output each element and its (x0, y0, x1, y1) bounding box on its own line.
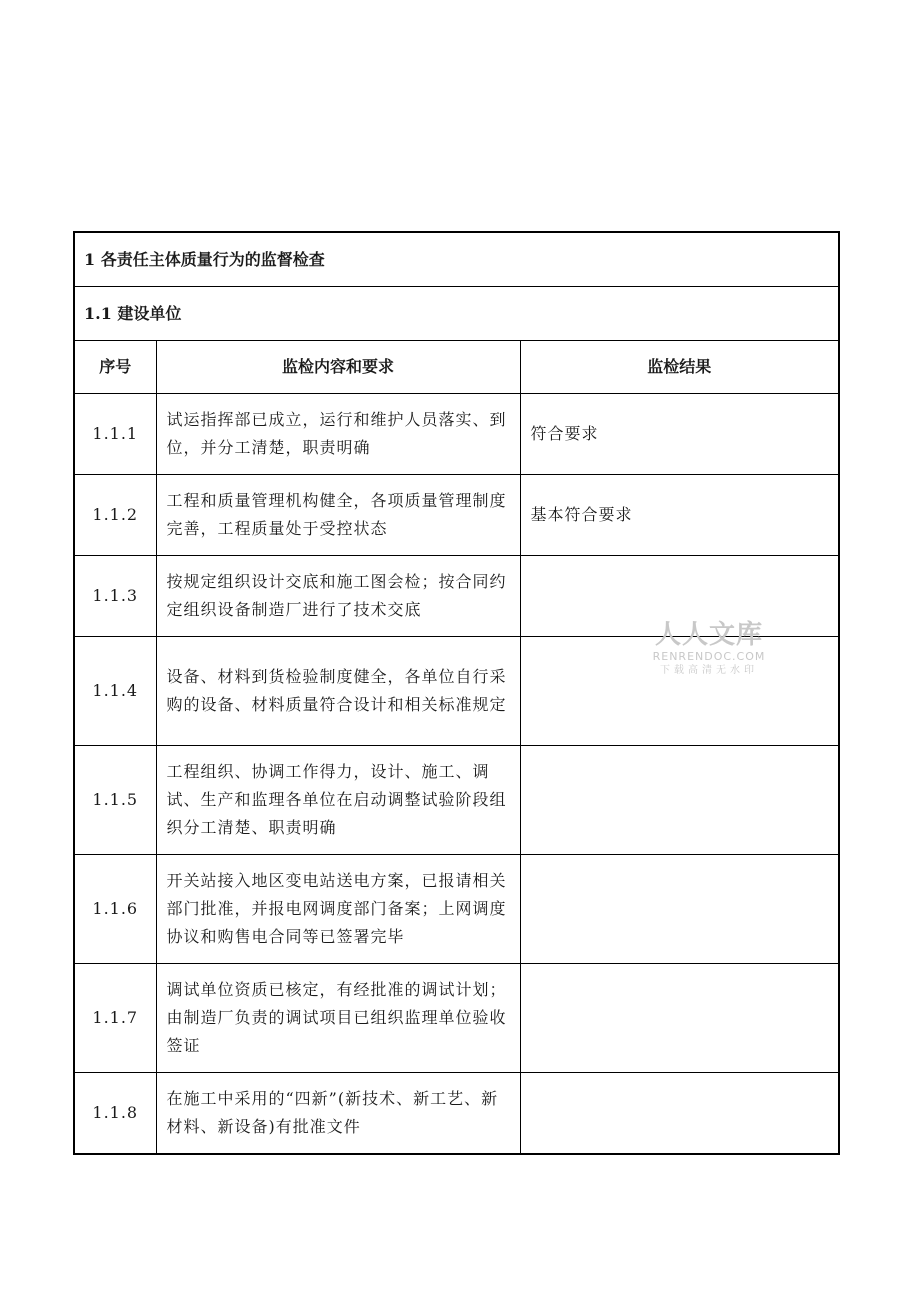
supervision-table (73, 231, 840, 1155)
row-result: 基本符合要求 (520, 475, 839, 556)
row-number: 1.1.5 (74, 746, 156, 855)
table-row (74, 1073, 839, 1154)
row-number: 1.1.3 (74, 556, 156, 637)
row-requirement: 在施工中采用的“四新”(新技术、新工艺、新材料、新设备)有批准文件 (156, 1073, 520, 1154)
row-requirement: 开关站接入地区变电站送电方案，已报请相关部门批准，并报电网调度部门备案；上网调度协议和购售电合同等已签署完毕 (156, 855, 520, 964)
row-number: 1.1.8 (74, 1073, 156, 1154)
table-row (74, 475, 839, 556)
watermark (646, 620, 772, 678)
row-number: 1.1.6 (74, 855, 156, 964)
row-requirement: 调试单位资质已核定，有经批准的调试计划；由制造厂负责的调试项目已组织监理单位验收签证 (156, 964, 520, 1073)
row-result: 符合要求 (520, 394, 839, 475)
row-result (520, 746, 839, 855)
row-requirement: 工程和质量管理机构健全，各项质量管理制度完善，工程质量处于受控状态 (156, 475, 520, 556)
table-row (74, 746, 839, 855)
row-requirement: 试运指挥部已成立，运行和维护人员落实、到位，并分工清楚，职责明确 (156, 394, 520, 475)
table-row (74, 394, 839, 475)
row-requirement: 按规定组织设计交底和施工图会检；按合同约定组织设备制造厂进行了技术交底 (156, 556, 520, 637)
row-requirement: 工程组织、协调工作得力，设计、施工、调试、生产和监理各单位在启动调整试验阶段组织分工清楚、职责明确 (156, 746, 520, 855)
row-result (520, 964, 839, 1073)
section-title: 1 各责任主体质量行为的监督检查 (74, 232, 839, 287)
watermark-tagline: 下载高清无水印 (660, 665, 758, 676)
row-result (520, 1073, 839, 1154)
subsection-title: 1.1 建设单位 (74, 287, 839, 341)
row-number: 1.1.2 (74, 475, 156, 556)
header-number: 序号 (74, 341, 156, 394)
row-result (520, 855, 839, 964)
watermark-logo: 人人文库 (654, 620, 763, 650)
header-result: 监检结果 (520, 341, 839, 394)
watermark-url: RENRENDOC.COM (652, 650, 766, 663)
table-row (74, 964, 839, 1073)
table-row (74, 855, 839, 964)
row-number: 1.1.1 (74, 394, 156, 475)
row-number: 1.1.4 (74, 637, 156, 746)
header-requirement: 监检内容和要求 (156, 341, 520, 394)
row-requirement: 设备、材料到货检验制度健全，各单位自行采购的设备、材料质量符合设计和相关标准规定 (156, 637, 520, 746)
row-number: 1.1.7 (74, 964, 156, 1073)
